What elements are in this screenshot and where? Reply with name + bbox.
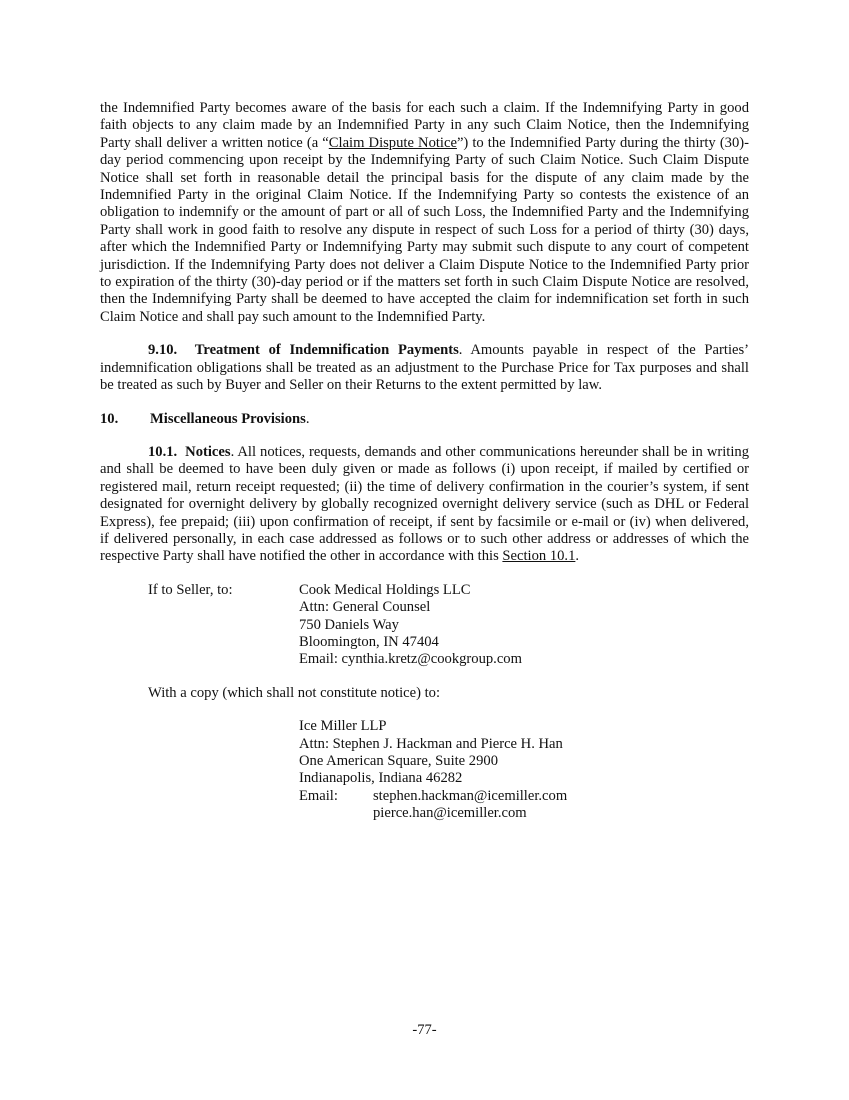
section-9-10-title: Treatment of Indemnification Payments (194, 342, 459, 359)
copy-address-line: Ice Miller LLP (299, 718, 387, 735)
section-10-1-body: . All notices, requests, demands and other communications hereunder shall be in writing and shall be deemed to have been duly given or made as follows (i) upon receipt, if mailed by certified or registered mail, return receipt requested; (ii) the time of delivery confirmation in the courier’s system, if sent designated for overnight delivery by globally recognized overnight delivery service (such as DHL or Federal Express), fee prepaid; (iii) upon confirmation of receipt, if sent by facsimile or e-mail or (iv) when delivered, if delivered personally, in each case addressed as follows or to such other address or addresses of which the respective Party shall have notified the other in accordance with this (100, 443, 749, 565)
seller-address-line: Cook Medical Holdings LLC (299, 581, 471, 598)
section-10-suffix: . (305, 410, 310, 427)
document-page (100, 100, 749, 839)
section-9-10-paragraph (100, 342, 749, 394)
section-10-1-reference: Section 10.1 (502, 548, 576, 565)
section-10-title: Miscellaneous Provisions (150, 410, 306, 427)
seller-address-line: 750 Daniels Way (299, 616, 399, 633)
copy-email-row (299, 788, 749, 805)
seller-address-line: Bloomington, IN 47404 (299, 633, 439, 650)
seller-address (299, 582, 749, 669)
section-10-heading (100, 411, 749, 428)
seller-notice-label: If to Seller, to: (148, 581, 233, 598)
copy-email-address: stephen.hackman@icemiller.com (373, 787, 568, 804)
copy-notice-label: With a copy (which shall not constitute notice) to: (148, 684, 441, 701)
copy-email-address: pierce.han@icemiller.com (373, 805, 527, 822)
section-10-1-paragraph (100, 444, 749, 566)
seller-address-line: Attn: General Counsel (299, 599, 431, 616)
copy-notice-block (148, 718, 749, 822)
section-10-1-end: . (575, 548, 580, 565)
copy-address-line: Attn: Stephen J. Hackman and Pierce H. Han (299, 735, 563, 752)
section-9-10-body: . Amounts payable in respect of the Parties’ indemnification obligations shall be treated as an adjustment to the Purchase Price for Tax purposes and shall be treated as such by Buyer and Seller on their Returns to the extent permitted by law. (100, 342, 750, 394)
section-10-number: 10. (100, 410, 119, 427)
copy-email-label: Email: (299, 787, 338, 804)
section-10-1-number: 10.1. (148, 443, 178, 460)
claim-paragraph-text-a: the Indemnified Party becomes aware of the basis for each such a claim. If the Indemnifying Party in good faith objects to any claim made by an Indemnified Party in any such Claim Notice, then the Indemnifying Party shall deliver a written notice (a “ (100, 100, 749, 151)
copy-address-line: One American Square, Suite 2900 (299, 753, 498, 769)
copy-address-line: Indianapolis, Indiana 46282 (299, 770, 463, 787)
claim-dispute-paragraph (100, 100, 749, 326)
seller-email-line: Email: cynthia.kretz@cookgroup.com (299, 651, 522, 668)
section-10-1-title: Notices (185, 443, 231, 460)
seller-notice-block (148, 582, 749, 669)
section-9-10-number: 9.10. (148, 342, 178, 359)
claim-paragraph-text-b: ”) to the Indemnified Party during the thirty (30)-day period commencing upon receipt by the Indemnifying Party of such Claim Notice. Such Claim Dispute Notice shall set forth in reasonable detail the principal basis for the dispute of any claim made by the Indemnified Party in the original Claim Notice. If the Indemnifying Party so contests the existence of an obligation to indemnify or the amount of part or all of such Loss, the Indemnified Party and the Indemnifying Party shall work in good faith to resolve any dispute in respect of such Loss for a period of thirty (30) days, after which the Indemnified Party or Indemnifying Party may submit such dispute to any court of competent jurisdiction. If the Indemnifying Party does not deliver a Claim Dispute Notice to the Indemnified Party prior to expiration of the thirty (30)-day period or if the matters set forth in such Claim Dispute Notice are resolved, then the Indemnifying Party shall be deemed to have accepted the claim for indemnification set forth in such Claim Notice and shall pay such amount to the Indemnified Party. (100, 134, 749, 325)
claim-dispute-notice-term: Claim Dispute Notice (328, 134, 457, 151)
page-number: -77- (412, 1022, 437, 1038)
copy-address (299, 718, 749, 822)
